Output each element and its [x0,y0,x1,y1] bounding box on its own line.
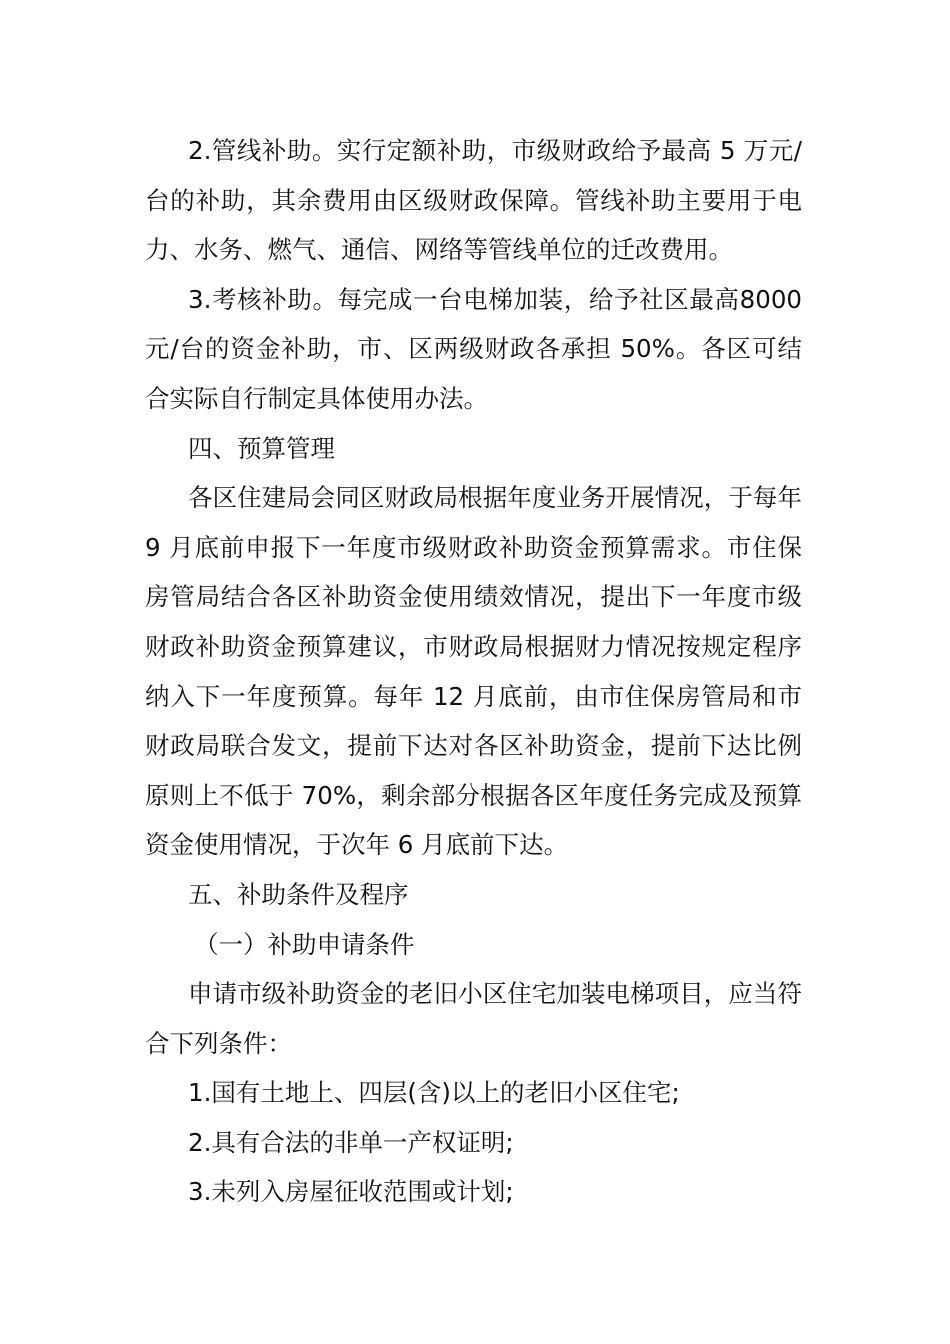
paragraph-application-intro: 申请市级补助资金的老旧小区住宅加装电梯项目，应当符合下列条件： [145,979,802,1058]
section-heading-budget: 四、预算管理 [188,433,335,463]
paragraph-budget-management: 各区住建局会同区财政局根据年度业务开展情况，于每年 9 月底前申报下一年度市级财政补助资金预算需求。市住保房管局结合各区补助资金使用绩效情况，提出下一年度市级财政补助资金预算建议，市财政局根据财力情况按规定程序纳入下一年度预算。每年 12 月底前，由市住保房管局和市财政局联合发文，提前下达对各区补助资金，提前下达比例原则上不低于 70%，剩余部分根据各区年度任务完成及预算资金使用情况，于次年 6 月底前下达。 [145,483,802,860]
list-item-condition-3: 3.未列入房屋征收范围或计划; [188,1177,514,1207]
paragraph-pipeline-subsidy: 2.管线补助。实行定额补助，市级财政给予最高 5 万元/台的补助，其余费用由区级财政保障。管线补助主要用于电力、水务、燃气、通信、网络等管线单位的迁改费用。 [145,136,802,265]
list-item-condition-2: 2.具有合法的非单一产权证明; [188,1127,514,1157]
paragraph-assessment-subsidy: 3.考核补助。每完成一台电梯加装，给予社区最高8000 元/台的资金补助，市、区两级财政各承担 50%。各区可结合实际自行制定具体使用办法。 [145,284,802,413]
list-item-condition-1: 1.国有土地上、四层(含)以上的老旧小区住宅; [188,1078,680,1108]
subsection-heading-application: （一）补助申请条件 [194,929,415,959]
section-heading-conditions: 五、补助条件及程序 [188,879,409,909]
